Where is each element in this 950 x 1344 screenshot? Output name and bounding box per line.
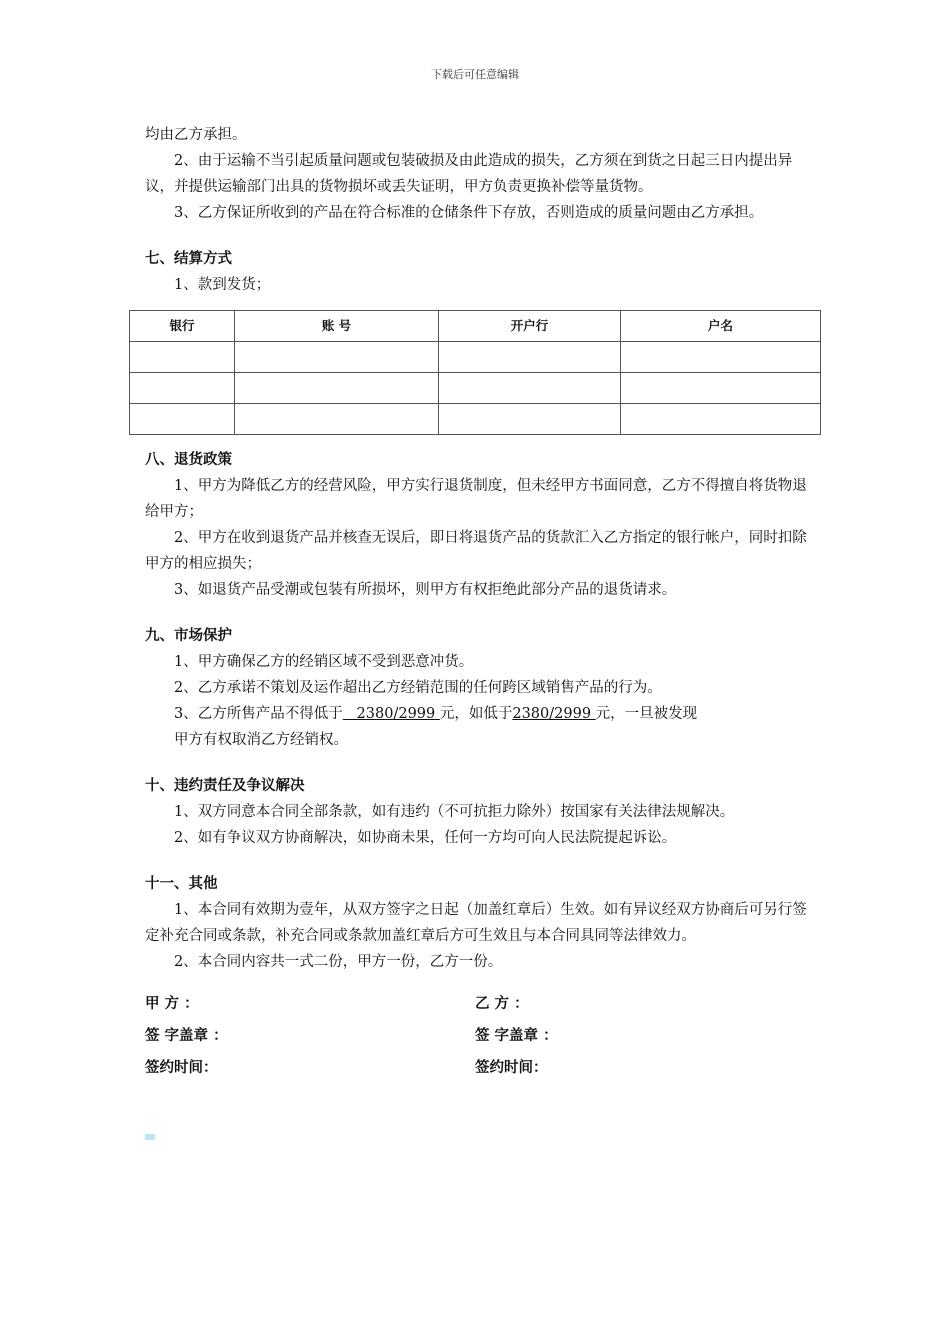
- table-row: [130, 373, 821, 404]
- section9-item3-cont: 甲方有权取消乙方经销权。: [174, 732, 348, 748]
- table-cell[interactable]: [621, 342, 821, 373]
- section10-title: 十、违约责任及争议解决: [145, 778, 305, 794]
- col-bank-header: 银行: [130, 311, 235, 342]
- table-cell[interactable]: [439, 373, 621, 404]
- table-header-row: [130, 311, 821, 342]
- party-b-seal-label: 签 字盖章 ：: [475, 1028, 558, 1044]
- price-clause-mid: 元，如低于: [439, 706, 513, 722]
- table-cell[interactable]: [439, 404, 621, 435]
- table-cell[interactable]: [130, 404, 235, 435]
- section7-item1: 1、款到发货；: [174, 277, 271, 293]
- table-row: [130, 404, 821, 435]
- party-b-label: 乙 方 ：: [475, 996, 529, 1012]
- section9-item2: 2、乙方承诺不策划及运作超出乙方经销范围的任何跨区域销售产品的行为。: [174, 680, 662, 696]
- paragraph-continuation: 均由乙方承担。: [145, 127, 247, 143]
- table-cell[interactable]: [130, 342, 235, 373]
- selection-marker: [145, 1134, 155, 1140]
- party-a-label: 甲 方 ：: [145, 996, 199, 1012]
- section10-item1: 1、双方同意本合同全部条款，如有违约（不可抗拒力除外）按国家有关法律法规解决。: [174, 804, 735, 820]
- table-cell[interactable]: [235, 342, 439, 373]
- table-cell[interactable]: [235, 404, 439, 435]
- section10-item2: 2、如有争议双方协商解决，如协商未果，任何一方均可向人民法院提起诉讼。: [174, 830, 677, 846]
- bank-account-table: [129, 310, 821, 435]
- section9-item1: 1、甲方确保乙方的经销区域不受到恶意冲货。: [174, 654, 474, 670]
- table-row: [130, 342, 821, 373]
- section11-title: 十一、其他: [145, 876, 218, 892]
- page-header: 下载后可任意编辑: [431, 68, 519, 81]
- section11-item1: 1、本合同有效期为壹年，从双方签字之日起（加盖红章后）生效。如有异议经双方协商后可另行签定补充合同或条款，补充合同或条款加盖红章后方可生效且与本合同具同等法律效力。: [145, 902, 807, 944]
- contract-body: [145, 122, 815, 1091]
- price-clause-start: 3、乙方所售产品不得低于: [174, 706, 343, 722]
- section8-item2: 2、甲方在收到退货产品并核查无误后，即日将退货产品的货款汇入乙方指定的银行帐户，同时扣除甲方的相应损失；: [145, 530, 807, 572]
- signature-block: [145, 991, 815, 1091]
- party-b-date-label: 签约时间：: [475, 1060, 548, 1076]
- col-branch-header: 开户行: [439, 311, 621, 342]
- col-holder-header: 户名: [621, 311, 821, 342]
- party-a-date-label: 签约时间：: [145, 1060, 218, 1076]
- section7-title: 七、结算方式: [145, 251, 232, 267]
- section8-item1: 1、甲方为降低乙方的经营风险，甲方实行退货制度，但未经甲方书面同意，乙方不得擅自将货物退给甲方；: [145, 478, 807, 520]
- table-cell[interactable]: [439, 342, 621, 373]
- min-price-field[interactable]: 2380/2999: [342, 706, 440, 722]
- section11-item2: 2、本合同内容共一式二份，甲方一份，乙方一份。: [174, 954, 503, 970]
- table-cell[interactable]: [621, 404, 821, 435]
- table-cell[interactable]: [621, 373, 821, 404]
- section9-title: 九、市场保护: [145, 628, 232, 644]
- section8-title: 八、退货政策: [145, 452, 232, 468]
- table-cell[interactable]: [130, 373, 235, 404]
- section6-item3: 3、乙方保证所收到的产品在符合标准的仓储条件下存放，否则造成的质量问题由乙方承担。: [174, 205, 764, 221]
- section6-item2: 2、由于运输不当引起质量问题或包装破损及由此造成的损失，乙方须在到货之日起三日内提出异议，并提供运输部门出具的货物损坏或丢失证明，甲方负责更换补偿等量货物。: [145, 153, 793, 195]
- min-price-field-2[interactable]: 2380/2999: [512, 706, 596, 722]
- party-a-seal-label: 签 字盖章 ：: [145, 1028, 228, 1044]
- table-cell[interactable]: [235, 373, 439, 404]
- col-account-header: 账 号: [235, 311, 439, 342]
- price-clause-end: 元，一旦被发现: [595, 706, 698, 722]
- section8-item3: 3、如退货产品受潮或包装有所损坏，则甲方有权拒绝此部分产品的退货请求。: [174, 582, 677, 598]
- section9-item3: [145, 701, 815, 727]
